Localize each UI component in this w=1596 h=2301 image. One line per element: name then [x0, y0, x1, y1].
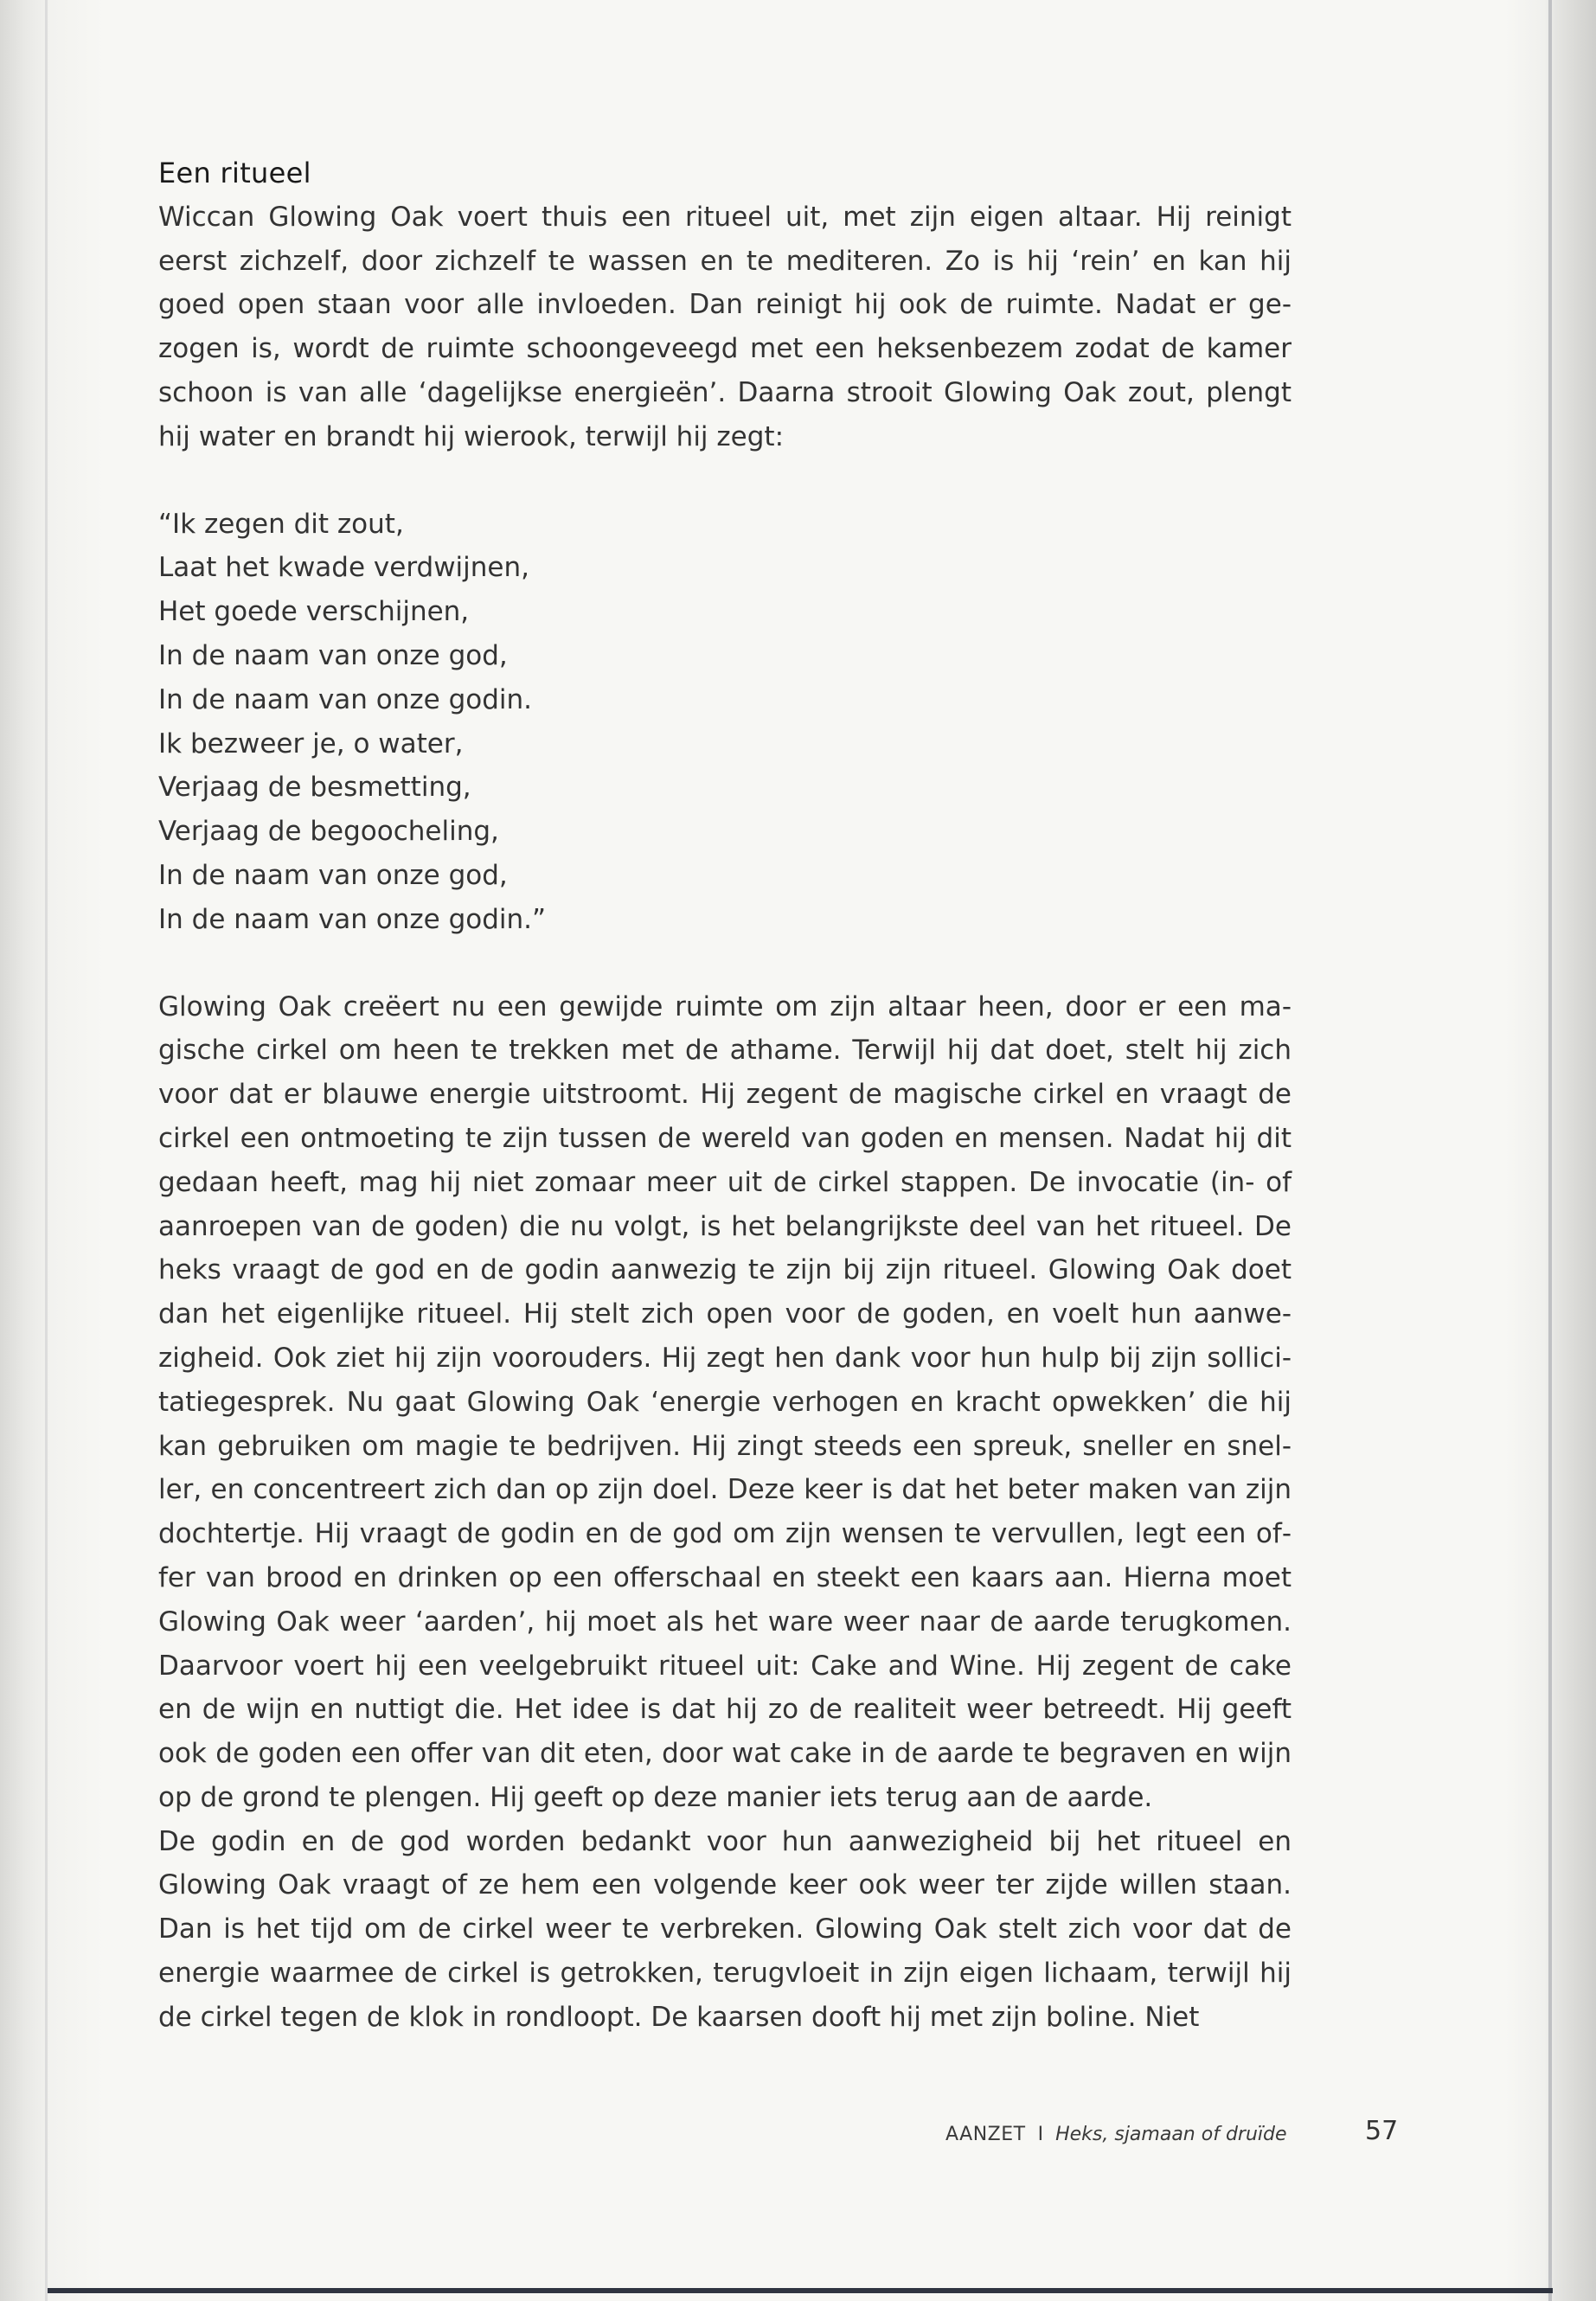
body-paragraph: De godin en de god worden bedankt voor hun aanwezigheid bij het ritueel en Glowing Oak vraagt of ze hem een volgende keer ook weer ter zijde willen staan. Dan is het tijd om de cirkel weer te verbreken. Glowing Oak stelt zich voor dat de energie waarmee de cirkel is getrokken, terugvloeit in zijn eigen lichaam, terwijl hij de cirkel tegen de klok in rondloopt. De kaarsen dooft hij met zijn boline. Niet	[158, 1825, 1292, 2033]
poem-line: Het goede verschijnen,	[158, 596, 470, 628]
section-heading: Een ritueel	[158, 157, 311, 189]
incantation-poem	[158, 503, 1292, 942]
page-number: 57	[1365, 2116, 1399, 2146]
body-paragraph: Glowing Oak creëert nu een gewijde ruimte om zijn altaar heen, door er een magische cirkel om heen te trekken met de athame. Terwijl hij dat doet, stelt hij zich voor dat er blauwe energie uitstroomt. Hij zegent de magische cirkel en vraagt de cirkel een ontmoeting te zijn tussen de wereld van goden en mensen. Nadat hij dit gedaan heeft, mag hij niet zomaar meer uit de cirkel stappen. De invocatie (in- of aanroepen van de goden) die nu volgt, is het belangrijkste deel van het ritueel. De heks vraagt de god en de godin aanwezig te zijn bij zijn ritueel. Glowing Oak doet dan het eigenlijke ritueel. Hij stelt zich open voor de goden, en voelt hun aanwezigheid. Ook ziet hij zijn voorouders. Hij zegt hen dank voor hun hulp bij zijn sollicitatiegesprek. Nu gaat Glowing Oak ‘energie verhogen en kracht opwekken’ die hij kan gebruiken om magie te bedrijven. Hij zingt steeds een spreuk, sneller en sneller, en concentreert zich dan op zijn doel. Deze keer is dat het beter maken van zijn dochtertje. Hij vraagt de godin en de god om zijn wensen te vervullen, legt een offer van brood en drinken op een offerschaal en steekt een kaars aan. Hierna moet Glowing Oak weer ‘aarden’, hij moet als het ware weer naar de aarde terugkomen. Daarvoor voert hij een veelgebruikt ritueel uit: Cake and Wine. Hij zegent de cake en de wijn en nuttigt die. Het idee is dat hij zo de realiteit weer betreedt. Hij geeft ook de goden een offer van dit eten, door wat cake in de aarde te begraven en wijn op de grond te plengen. Hij geeft op deze manier iets terug aan de aarde.	[158, 990, 1292, 1813]
intro-paragraph: Wiccan Glowing Oak voert thuis een ritueel uit, met zijn eigen altaar. Hij reinigt eerst zichzelf, door zichzelf te wassen en te mediteren. Zo is hij ‘rein’ en kan hij goed open staan voor alle invloeden. Dan reinigt hij ook de ruimte. Nadat er gezogen is, wordt de ruimte schoongeveegd met een heksenbezem zodat de kamer schoon is van alle ‘dagelijkse energieën’. Daarna strooit Glowing Oak zout, plengt hij water en brandt hij wierook, terwijl hij zegt:	[158, 201, 1292, 452]
poem-line: Verjaag de besmetting,	[158, 772, 471, 804]
poem-line: Ik bezweer je, o water,	[158, 727, 464, 760]
footer-separator: I	[1037, 2124, 1044, 2145]
poem-line: “Ik zegen dit zout,	[158, 508, 404, 540]
poem-line: In de naam van onze god,	[158, 639, 508, 671]
poem-line: In de naam van onze godin.	[158, 683, 533, 715]
page-edge-bottom	[48, 2288, 1553, 2293]
poem-line: In de naam van onze god,	[158, 859, 508, 891]
page-edge-right	[1548, 0, 1552, 2301]
page-edge-left	[45, 0, 48, 2301]
footer-section: AANZET	[945, 2124, 1026, 2145]
poem-line: In de naam van onze godin.”	[158, 903, 547, 935]
page-content	[158, 151, 1292, 2040]
poem-line: Verjaag de begoocheling,	[158, 816, 499, 848]
footer-chapter-title: Heks, sjamaan of druïde	[1055, 2124, 1287, 2145]
poem-line: Laat het kwade verdwijnen,	[158, 552, 530, 584]
running-footer	[945, 2116, 1399, 2152]
